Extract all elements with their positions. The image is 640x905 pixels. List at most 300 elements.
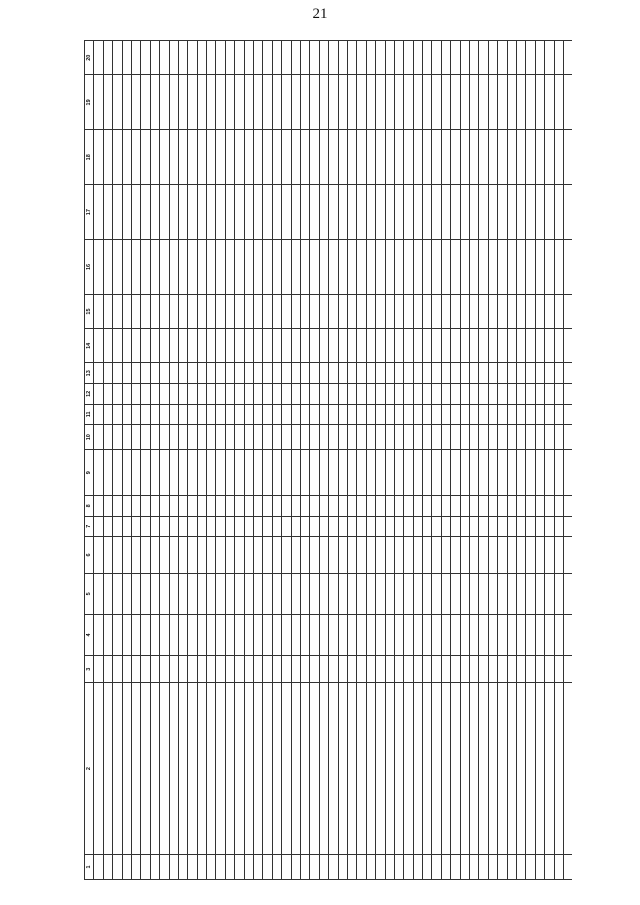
table-cell: [178, 683, 187, 854]
table-cell: [394, 573, 403, 614]
table-cell: [441, 363, 450, 384]
table-cell: [366, 854, 375, 879]
table-cell: [376, 537, 385, 574]
table-cell: [488, 854, 497, 879]
table-cell: [535, 404, 544, 425]
table-cell: [432, 41, 441, 75]
table-row: [394, 41, 403, 880]
table-cell: [131, 496, 140, 517]
table-cell: [394, 537, 403, 574]
table-cell: [366, 363, 375, 384]
table-cell: [423, 363, 432, 384]
table-cell: [235, 130, 244, 185]
table-cell: [385, 537, 394, 574]
table-cell: [554, 240, 563, 295]
table-cell: [404, 496, 413, 517]
table-cell: [451, 185, 460, 240]
column-header: 8: [85, 496, 94, 517]
table-row: [272, 41, 281, 880]
table-cell: [451, 130, 460, 185]
table-cell: [310, 384, 319, 405]
table-cell: [207, 425, 216, 450]
table-cell: [235, 75, 244, 130]
table-cell: [300, 683, 309, 854]
table-cell: [291, 41, 300, 75]
table-cell: [338, 537, 347, 574]
table-cell: [423, 240, 432, 295]
table-cell: [460, 573, 469, 614]
table-cell: [366, 130, 375, 185]
table-cell: [488, 240, 497, 295]
table-cell: [310, 41, 319, 75]
table-cell: [282, 496, 291, 517]
table-cell: [225, 240, 234, 295]
table-cell: [235, 425, 244, 450]
column-header: 1: [85, 854, 94, 879]
table-cell: [498, 683, 507, 854]
table-cell: [479, 425, 488, 450]
table-cell: [216, 75, 225, 130]
table-cell: [394, 363, 403, 384]
header-row: [85, 41, 94, 880]
table-cell: [319, 573, 328, 614]
table-cell: [441, 294, 450, 328]
table-cell: [479, 240, 488, 295]
table-cell: [347, 496, 356, 517]
table-cell: [113, 496, 122, 517]
table-cell: [244, 404, 253, 425]
table-cell: [225, 329, 234, 363]
table-cell: [563, 614, 572, 655]
table-cell: [441, 425, 450, 450]
table-cell: [94, 294, 103, 328]
table-cell: [441, 240, 450, 295]
table-cell: [376, 425, 385, 450]
table-cell: [347, 130, 356, 185]
table-cell: [131, 573, 140, 614]
table-cell: [432, 516, 441, 537]
table-cell: [347, 294, 356, 328]
table-cell: [235, 384, 244, 405]
table-cell: [141, 450, 150, 496]
table-cell: [385, 130, 394, 185]
table-cell: [432, 496, 441, 517]
table-cell: [122, 404, 131, 425]
table-cell: [460, 329, 469, 363]
table-cell: [366, 329, 375, 363]
table-cell: [291, 516, 300, 537]
table-cell: [479, 130, 488, 185]
table-cell: [526, 537, 535, 574]
table-cell: [479, 496, 488, 517]
table-cell: [310, 240, 319, 295]
table-cell: [141, 404, 150, 425]
table-cell: [254, 240, 263, 295]
table-cell: [366, 384, 375, 405]
table-cell: [545, 240, 554, 295]
table-cell: [451, 655, 460, 682]
table-cell: [329, 363, 338, 384]
table-cell: [347, 41, 356, 75]
table-cell: [225, 363, 234, 384]
table-cell: [254, 496, 263, 517]
table-cell: [178, 614, 187, 655]
table-cell: [169, 41, 178, 75]
table-cell: [131, 655, 140, 682]
table-cell: [235, 240, 244, 295]
table-cell: [160, 240, 169, 295]
table-cell: [516, 294, 525, 328]
table-cell: [263, 573, 272, 614]
table-cell: [545, 41, 554, 75]
table-cell: [545, 294, 554, 328]
column-header: 12: [85, 384, 94, 405]
table-cell: [263, 655, 272, 682]
table-cell: [160, 329, 169, 363]
table-cell: [160, 655, 169, 682]
table-cell: [291, 384, 300, 405]
table-cell: [244, 573, 253, 614]
table-row: [244, 41, 253, 880]
table-cell: [507, 537, 516, 574]
table-cell: [338, 614, 347, 655]
table-cell: [169, 683, 178, 854]
table-cell: [516, 614, 525, 655]
table-cell: [225, 614, 234, 655]
table-row: [103, 41, 112, 880]
table-cell: [441, 329, 450, 363]
table-cell: [207, 41, 216, 75]
table-cell: [197, 404, 206, 425]
table-cell: [376, 363, 385, 384]
table-cell: [291, 404, 300, 425]
table-cell: [554, 614, 563, 655]
table-cell: [563, 363, 572, 384]
column-header: 14: [85, 329, 94, 363]
table-cell: [310, 425, 319, 450]
table-cell: [103, 294, 112, 328]
table-cell: [535, 655, 544, 682]
table-cell: [413, 683, 422, 854]
table-cell: [188, 537, 197, 574]
table-cell: [432, 537, 441, 574]
table-cell: [385, 384, 394, 405]
table-cell: [235, 450, 244, 496]
column-header: 17: [85, 185, 94, 240]
table-cell: [291, 185, 300, 240]
table-cell: [300, 573, 309, 614]
table-cell: [507, 450, 516, 496]
table-cell: [329, 75, 338, 130]
table-cell: [282, 384, 291, 405]
table-cell: [498, 655, 507, 682]
table-cell: [329, 516, 338, 537]
table-cell: [263, 329, 272, 363]
table-cell: [545, 185, 554, 240]
table-cell: [385, 573, 394, 614]
table-cell: [488, 404, 497, 425]
table-cell: [160, 384, 169, 405]
table-cell: [113, 41, 122, 75]
table-cell: [207, 614, 216, 655]
table-row: [479, 41, 488, 880]
table-cell: [141, 240, 150, 295]
table-cell: [254, 384, 263, 405]
table-cell: [310, 683, 319, 854]
table-cell: [94, 573, 103, 614]
table-cell: [432, 614, 441, 655]
table-cell: [413, 363, 422, 384]
table-cell: [563, 185, 572, 240]
table-cell: [188, 496, 197, 517]
table-cell: [423, 425, 432, 450]
table-cell: [207, 854, 216, 879]
table-cell: [131, 75, 140, 130]
table-cell: [300, 329, 309, 363]
table-cell: [188, 130, 197, 185]
table-cell: [488, 537, 497, 574]
table-cell: [516, 854, 525, 879]
table-cell: [535, 516, 544, 537]
table-cell: [470, 854, 479, 879]
table-cell: [394, 683, 403, 854]
table-cell: [329, 384, 338, 405]
table-cell: [535, 573, 544, 614]
table-cell: [413, 425, 422, 450]
table-cell: [470, 363, 479, 384]
table-cell: [169, 240, 178, 295]
table-cell: [338, 329, 347, 363]
table-cell: [563, 854, 572, 879]
table-cell: [366, 655, 375, 682]
table-cell: [404, 329, 413, 363]
table-cell: [526, 294, 535, 328]
table-cell: [535, 854, 544, 879]
table-cell: [216, 185, 225, 240]
table-cell: [451, 329, 460, 363]
table-cell: [113, 75, 122, 130]
table-cell: [545, 130, 554, 185]
table-cell: [404, 614, 413, 655]
table-cell: [432, 404, 441, 425]
table-cell: [535, 425, 544, 450]
table-cell: [526, 240, 535, 295]
table-cell: [254, 294, 263, 328]
table-cell: [376, 404, 385, 425]
table-cell: [197, 240, 206, 295]
table-cell: [451, 294, 460, 328]
table-cell: [460, 294, 469, 328]
table-cell: [235, 516, 244, 537]
table-cell: [244, 614, 253, 655]
table-cell: [319, 516, 328, 537]
table-cell: [103, 655, 112, 682]
table-cell: [300, 614, 309, 655]
table-cell: [225, 384, 234, 405]
table-cell: [263, 75, 272, 130]
table-cell: [535, 185, 544, 240]
table-cell: [357, 573, 366, 614]
table-cell: [178, 516, 187, 537]
table-cell: [169, 329, 178, 363]
table-cell: [300, 130, 309, 185]
table-cell: [225, 854, 234, 879]
table-cell: [235, 185, 244, 240]
table-cell: [460, 404, 469, 425]
table-cell: [479, 41, 488, 75]
table-cell: [338, 41, 347, 75]
table-cell: [122, 329, 131, 363]
table-cell: [535, 240, 544, 295]
table-cell: [169, 130, 178, 185]
table-row: [207, 41, 216, 880]
table-cell: [94, 516, 103, 537]
column-header: 18: [85, 130, 94, 185]
table-cell: [207, 516, 216, 537]
table-cell: [460, 614, 469, 655]
table-cell: [263, 683, 272, 854]
table-cell: [197, 614, 206, 655]
table-cell: [319, 425, 328, 450]
table-cell: [347, 516, 356, 537]
table-cell: [169, 404, 178, 425]
table-cell: [169, 294, 178, 328]
table-cell: [131, 404, 140, 425]
table-cell: [282, 75, 291, 130]
table-cell: [207, 450, 216, 496]
table-cell: [254, 363, 263, 384]
table-cell: [385, 614, 394, 655]
table-cell: [394, 240, 403, 295]
table-cell: [535, 537, 544, 574]
table-cell: [216, 294, 225, 328]
table-cell: [423, 683, 432, 854]
table-row: [160, 41, 169, 880]
table-cell: [254, 185, 263, 240]
table-cell: [526, 130, 535, 185]
column-header: 6: [85, 537, 94, 574]
table-cell: [516, 41, 525, 75]
table-cell: [122, 240, 131, 295]
table-cell: [113, 450, 122, 496]
table-cell: [131, 683, 140, 854]
table-cell: [563, 655, 572, 682]
table-cell: [385, 516, 394, 537]
table-cell: [423, 655, 432, 682]
table-cell: [338, 404, 347, 425]
table-cell: [338, 75, 347, 130]
table-cell: [507, 614, 516, 655]
table-cell: [207, 363, 216, 384]
table-cell: [282, 294, 291, 328]
table-cell: [216, 614, 225, 655]
table-cell: [507, 41, 516, 75]
table-cell: [113, 384, 122, 405]
table-cell: [272, 240, 281, 295]
table-cell: [103, 384, 112, 405]
table-cell: [441, 450, 450, 496]
table-cell: [347, 75, 356, 130]
table-cell: [432, 363, 441, 384]
table-cell: [498, 516, 507, 537]
column-header: 7: [85, 516, 94, 537]
table-cell: [376, 130, 385, 185]
table-cell: [319, 240, 328, 295]
table-cell: [263, 496, 272, 517]
table-cell: [300, 404, 309, 425]
table-cell: [207, 185, 216, 240]
table-cell: [272, 294, 281, 328]
table-cell: [451, 240, 460, 295]
table-cell: [103, 614, 112, 655]
table-cell: [131, 41, 140, 75]
table-row: [470, 41, 479, 880]
column-header: 10: [85, 425, 94, 450]
table-cell: [451, 614, 460, 655]
table-cell: [394, 329, 403, 363]
table-cell: [432, 329, 441, 363]
table-row: [197, 41, 206, 880]
table-cell: [235, 537, 244, 574]
table-cell: [141, 130, 150, 185]
table-cell: [216, 384, 225, 405]
table-cell: [160, 404, 169, 425]
table-cell: [225, 573, 234, 614]
table-cell: [516, 516, 525, 537]
table-cell: [526, 384, 535, 405]
table-cell: [535, 683, 544, 854]
table-cell: [300, 240, 309, 295]
table-cell: [300, 384, 309, 405]
table-cell: [404, 516, 413, 537]
table-cell: [347, 384, 356, 405]
table-cell: [376, 240, 385, 295]
table-cell: [113, 537, 122, 574]
table-cell: [94, 854, 103, 879]
table-cell: [300, 425, 309, 450]
page-number: 21: [312, 6, 328, 22]
table-cell: [554, 450, 563, 496]
table-cell: [432, 294, 441, 328]
table-cell: [357, 450, 366, 496]
table-cell: [160, 425, 169, 450]
table-cell: [545, 496, 554, 517]
table-cell: [357, 294, 366, 328]
table-cell: [244, 384, 253, 405]
table-cell: [244, 329, 253, 363]
table-cell: [451, 363, 460, 384]
table-cell: [160, 573, 169, 614]
table-cell: [404, 363, 413, 384]
table-cell: [178, 404, 187, 425]
table-cell: [507, 573, 516, 614]
table-cell: [131, 425, 140, 450]
table-cell: [451, 41, 460, 75]
table-cell: [244, 425, 253, 450]
table-cell: [150, 404, 159, 425]
table-cell: [169, 614, 178, 655]
table-cell: [404, 75, 413, 130]
table-cell: [441, 573, 450, 614]
table-landscape: [84, 40, 572, 880]
table-cell: [554, 683, 563, 854]
table-cell: [178, 75, 187, 130]
table-cell: [451, 537, 460, 574]
table-cell: [516, 75, 525, 130]
table-cell: [122, 384, 131, 405]
table-cell: [404, 404, 413, 425]
table-cell: [94, 41, 103, 75]
